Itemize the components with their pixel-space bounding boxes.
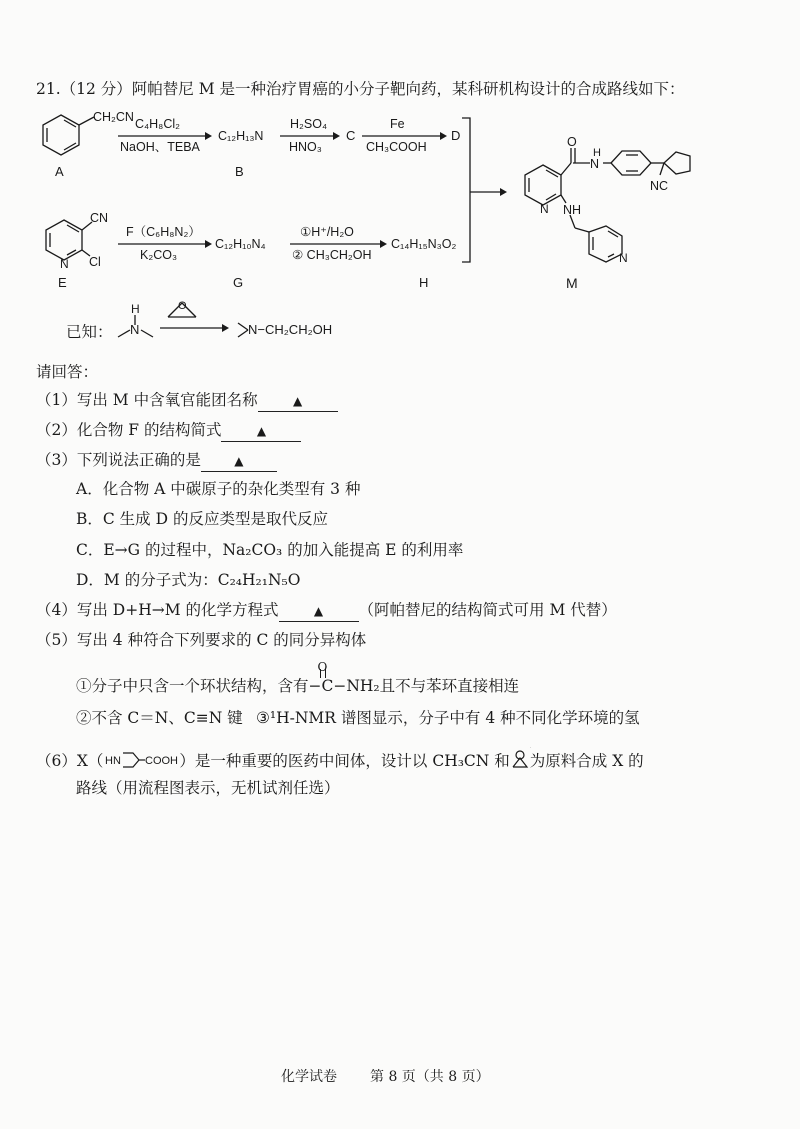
q3-mark: ▲ [234,454,244,468]
compound-e-cn: CN [90,211,109,225]
step5-condition: ② CH₃CH₂OH [292,248,372,262]
q5-carbonyl-o: O [317,660,328,674]
q1-answer-blank[interactable] [258,390,338,412]
q5-cond2: ②不含 C＝N、C≡N 键 [76,709,243,727]
compound-e-structure [46,220,92,260]
q2-text: （2）化合物 F 的结构简式 [36,421,222,439]
q4-answer-blank[interactable] [279,600,359,622]
label-e: E [58,275,67,290]
step4-condition: K₂CO₃ [140,248,178,262]
q4-row [36,600,617,622]
q5-carbonyl-bond [320,669,326,678]
q3-option-a: A．化合物 A 中碳原子的杂化类型有 3 种 [76,480,361,498]
label-a: A [55,164,64,179]
q6-pre: （6）X（ [36,752,104,770]
compound-a-substituent: CH₂CN [93,110,134,124]
step3-condition: CH₃COOH [366,140,427,154]
step1-condition: NaOH、TEBA [120,140,200,154]
compound-e-cl: Cl [89,255,101,269]
compound-d-label: D [451,128,461,143]
q4-note: （阿帕替尼的结构简式可用 M 代替） [358,601,617,619]
m-atom-o: O [567,135,577,149]
q5-amide-group: −C−NH₂ [308,677,380,695]
known-epoxide-o: O [178,300,187,312]
known-left-n: N [130,322,140,337]
step3-reagent: Fe [390,117,405,131]
q2-answer-blank[interactable] [221,420,301,442]
label-h: H [419,275,429,290]
m-ring-n: N [540,202,549,216]
q6-post: 为原料合成 X 的 [529,752,644,770]
combine-arrow [500,188,507,196]
compound-c-label: C [346,128,356,143]
footer-page: 第 8 页（共 8 页） [370,1069,490,1085]
label-g: G [233,275,244,290]
q3-option-c: C．E→G 的过程中，Na₂CO₃ 的加入能提高 E 的利用率 [76,541,464,559]
q3-option-d: D．M 的分子式为：C₂₄H₂₁N₅O [76,571,301,589]
q5-cond1-pre: ①分子中只含一个环状结构，含有 [76,677,309,695]
epoxide-o: O [529,748,531,749]
compound-h-formula: C₁₄H₁₅N₃O₂ [391,237,457,251]
label-m: M [566,275,578,291]
m-atom-n: N [590,157,600,171]
compound-m-structure [525,148,690,262]
question-intro: 21.（12 分）阿帕替尼 M 是一种治疗胃癌的小分子靶向药，某科研机构设计的合成路线如下： [36,80,685,98]
m-atom-cn: NC [650,179,669,193]
synthesis-route-diagram [0,0,800,300]
m-atom-h: H [593,147,601,159]
known-reaction-diagram [0,295,800,350]
compound-b-formula: C₁₂H₁₃N [218,129,264,143]
q1-mark: ▲ [292,394,303,408]
label-b: B [235,164,244,179]
m-atom-nh: NH [563,203,582,217]
answer-prompt: 请回答： [36,363,99,381]
step1-reagent: C₄H₈Cl₂ [135,117,180,131]
x-cooh: COOH [145,755,179,767]
m-ring2-n: N [619,251,628,265]
compound-e-n: N [60,257,69,271]
step5-reagent: ①H⁺/H₂O [300,225,354,239]
q4-text: （4）写出 D+H→M 的化学方程式 [36,601,279,619]
q3-answer-blank[interactable] [201,450,277,472]
q1-row [36,390,338,412]
compound-g-formula: C₁₂H₁₀N₄ [215,237,266,251]
x-hn: HN [105,755,122,767]
q5-cond3: ③¹H-NMR 谱图显示，分子中有 4 种不同化学环境的氢 [256,709,640,727]
compound-a-structure [43,115,94,155]
q3-text: （3）下列说法正确的是 [36,451,201,469]
known-label: 已知： [66,323,113,341]
known-left-h: H [131,302,140,316]
q6-mid: ）是一种重要的医药中间体，设计以 CH₃CN 和 [179,752,510,770]
combine-bracket [462,118,500,262]
footer-subject: 化学试卷 [281,1069,337,1085]
known-product: N−CH₂CH₂OH [248,322,333,337]
q1-text: （1）写出 M 中含氧官能团名称 [36,391,258,409]
step2-condition: HNO₃ [289,140,322,154]
step2-reagent: H₂SO₄ [290,117,328,131]
q3-option-b: B．C 生成 D 的反应类型是取代反应 [76,510,328,528]
q2-row [36,420,301,442]
x-structure [103,749,179,771]
q6-row [36,748,644,771]
q5-text: （5）写出 4 种符合下列要求的 C 的同分异构体 [36,631,367,649]
step4-reagent: F（C₆H₈N₂） [126,225,201,239]
q5-cond1-post: 且不与苯环直接相连 [379,677,520,695]
epoxide-icon [510,748,530,770]
q4-mark: ▲ [313,604,324,618]
q5-cond1-row [76,660,520,696]
q6-line2: 路线（用流程图表示，无机试剂任选） [76,779,340,797]
q3-row [36,450,277,472]
q2-mark: ▲ [256,424,267,438]
